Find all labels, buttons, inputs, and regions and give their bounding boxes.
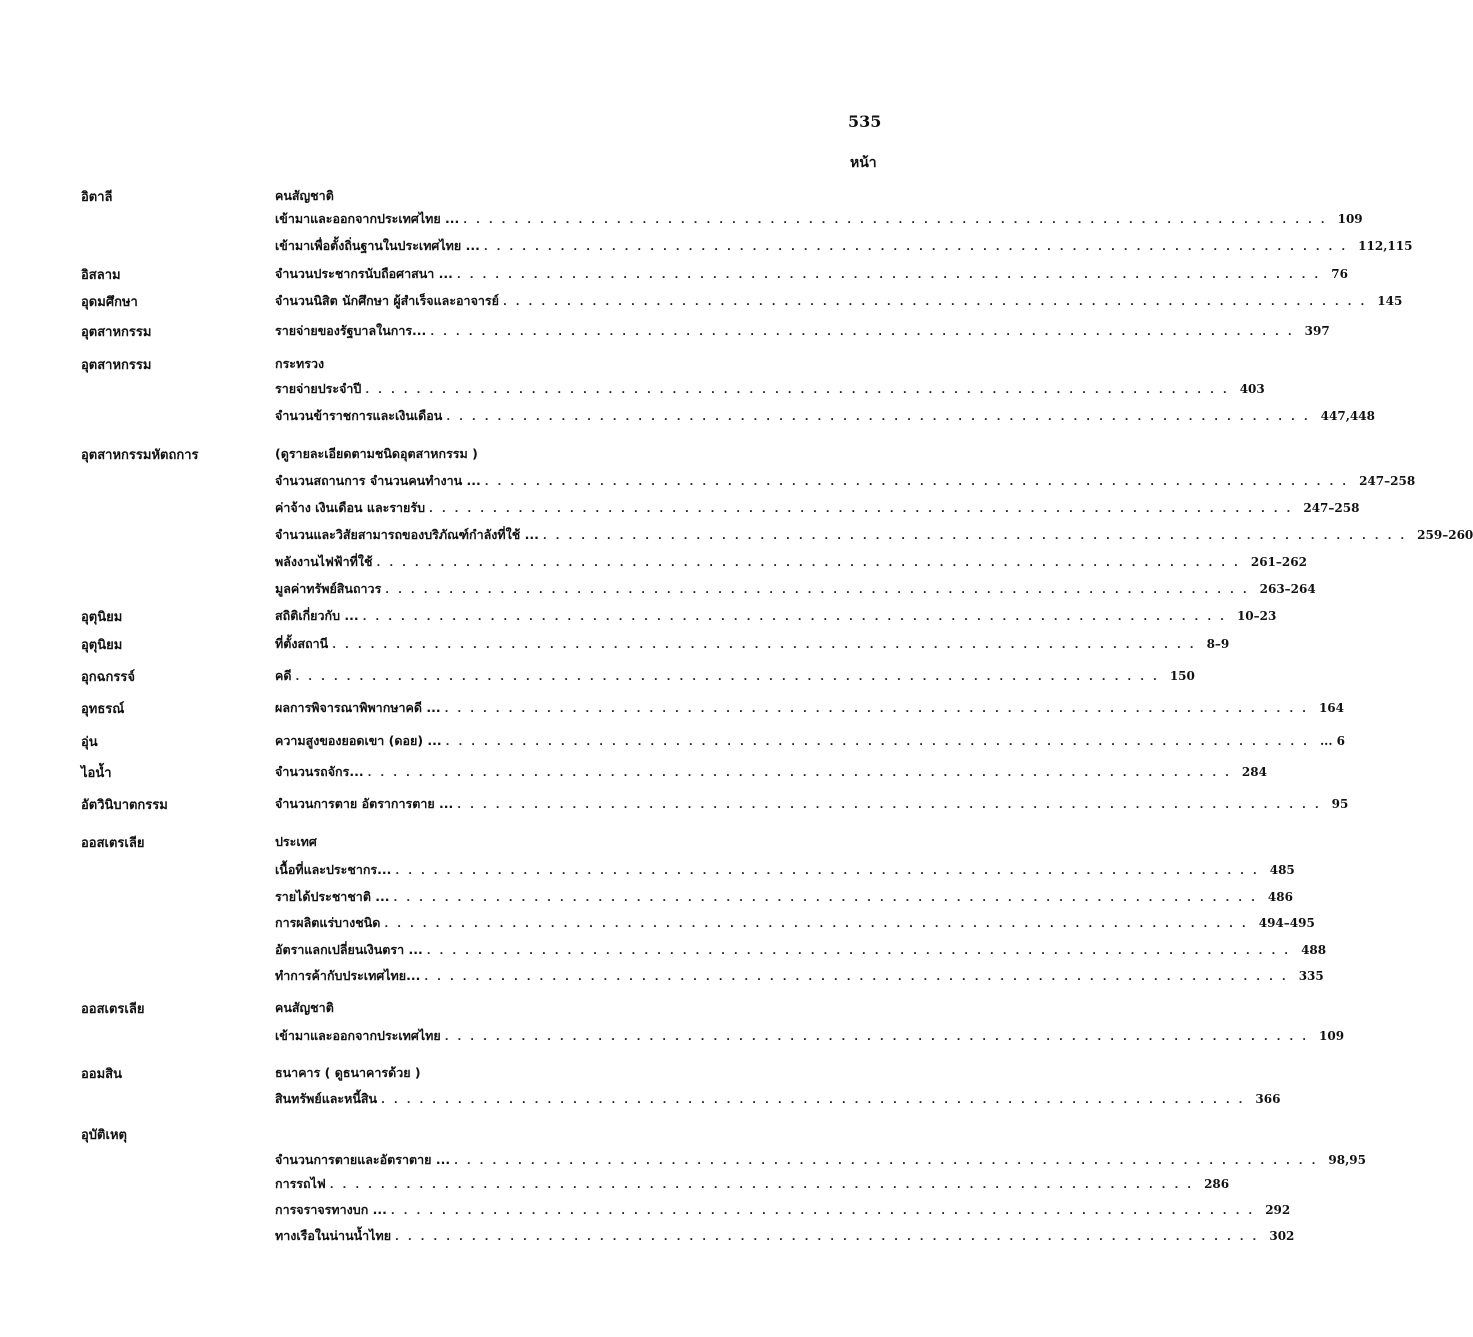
entry-pages: 263–264 bbox=[1259, 582, 1316, 596]
entry-pages: 335 bbox=[1298, 969, 1324, 983]
entry-pages: 10–23 bbox=[1236, 609, 1277, 623]
entry-label: เข้ามาและออกจากประเทศไทย bbox=[275, 1028, 441, 1043]
entry-pages: 397 bbox=[1304, 324, 1330, 338]
entry-pages: 302 bbox=[1269, 1229, 1295, 1243]
index-topic: ไอน้ำ bbox=[81, 766, 112, 781]
index-entry: ที่ตั้งสถานี .................................................................... 8–9 bbox=[275, 634, 881, 654]
index-entry: มูลค่าทรัพย์สินถาวร .................................................................... 263–264 bbox=[275, 579, 881, 599]
entry-label: จำนวนการตาย อัตราการตาย ... bbox=[275, 796, 454, 811]
index-entry: จำนวนการตายและอัตราตาย ... .................................................................... 98,95 bbox=[275, 1150, 881, 1170]
entry-label: คดี bbox=[275, 668, 292, 683]
entry-label: จำนวนและวิสัยสามารถของบริภัณฑ์กำลังที่ใช้ ... bbox=[275, 527, 539, 542]
entry-pages: 164 bbox=[1318, 701, 1344, 715]
index-entry: สินทรัพย์และหนี้สิน .................................................................... 366 bbox=[275, 1089, 881, 1109]
index-topic: อุดมศึกษา bbox=[81, 295, 138, 310]
index-entry: จำนวนการตาย อัตราการตาย ... .................................................................... 95 bbox=[275, 794, 881, 814]
entry-label: คนสัญชาติ bbox=[275, 1000, 334, 1015]
entry-label: เข้ามาเพื่อตั้งถิ่นฐานในประเทศไทย ... bbox=[275, 238, 480, 253]
index-entry bbox=[275, 444, 881, 464]
index-topic: อุกฉกรรจ์ bbox=[81, 670, 135, 685]
entry-label: เข้ามาและออกจากประเทศไทย ... bbox=[275, 211, 460, 226]
entry-label: ผลการพิจารณาพิพากษาคดี ... bbox=[275, 700, 441, 715]
page-column-label: หน้า bbox=[850, 155, 877, 171]
index-entry bbox=[275, 1063, 881, 1083]
index-entry: การจราจรทางบก ... .................................................................... 292 bbox=[275, 1200, 881, 1220]
entry-pages: 261–262 bbox=[1250, 555, 1307, 569]
index-topic: อุตสาหกรรม bbox=[81, 358, 152, 373]
index-entry: รายจ่ายประจำปี .................................................................... 403 bbox=[275, 379, 881, 399]
entry-label: การผลิตแร่บางชนิด bbox=[275, 915, 381, 930]
entry-label: คนสัญชาติ bbox=[275, 188, 334, 203]
entry-label: รายจ่ายของรัฐบาลในการ... bbox=[275, 323, 427, 338]
entry-label: ธนาคาร ( ดูธนาคารด้วย ) bbox=[275, 1065, 421, 1080]
entry-label: จำนวนประชากรนับถือศาสนา ... bbox=[275, 266, 453, 281]
index-entry: ทำการค้ากับประเทศไทย... .................................................................... 335 bbox=[275, 966, 881, 986]
entry-pages: 286 bbox=[1204, 1177, 1230, 1191]
entry-pages: 145 bbox=[1377, 294, 1403, 308]
entry-label: สินทรัพย์และหนี้สิน bbox=[275, 1091, 378, 1106]
entry-label: จำนวนรถจักร... bbox=[275, 764, 364, 779]
entry-pages: 109 bbox=[1319, 1029, 1345, 1043]
index-topic: อุตุนิยม bbox=[81, 610, 123, 625]
index-entry: จำนวนประชากรนับถือศาสนา ... .................................................................... 76 bbox=[275, 264, 881, 284]
index-entry: ความสูงของยอดเขา (ดอย) ... .................................................................... ... 6 bbox=[275, 731, 881, 751]
entry-label: การจราจรทางบก ... bbox=[275, 1202, 387, 1217]
entry-pages: 247–258 bbox=[1359, 474, 1416, 488]
entry-pages: ... 6 bbox=[1319, 734, 1346, 748]
index-entry: การผลิตแร่บางชนิด .................................................................... 494–495 bbox=[275, 913, 881, 933]
entry-label: มูลค่าทรัพย์สินถาวร bbox=[275, 581, 382, 596]
entry-label: จำนวนสถานการ จำนวนคนทำงาน ... bbox=[275, 473, 481, 488]
index-entry: เนื้อที่และประชากร... .................................................................... 485 bbox=[275, 860, 881, 880]
entry-pages: 284 bbox=[1241, 765, 1267, 779]
entry-label: สถิติเกี่ยวกับ ... bbox=[275, 608, 359, 623]
entry-label: กระทรวง bbox=[275, 356, 325, 371]
entry-pages: 494–495 bbox=[1258, 916, 1315, 930]
entry-label: ทำการค้ากับประเทศไทย... bbox=[275, 968, 421, 983]
index-topic: อุตสาหกรรมหัตถการ bbox=[81, 448, 199, 463]
index-topic: อิตาลี bbox=[81, 190, 113, 205]
index-topic: ออสเตรเลีย bbox=[81, 1002, 145, 1017]
index-topic: อุทธรณ์ bbox=[81, 702, 125, 717]
entry-label: จำนวนข้าราชการและเงินเดือน bbox=[275, 408, 443, 423]
index-topic: อุตุนิยม bbox=[81, 638, 123, 653]
entry-pages: 485 bbox=[1269, 863, 1295, 877]
index-entry: จำนวนรถจักร... .................................................................... 284 bbox=[275, 762, 881, 782]
index-entry bbox=[275, 354, 881, 374]
index-entry bbox=[275, 186, 881, 206]
index-topic: อุบัติเหตุ bbox=[81, 1128, 127, 1143]
entry-pages: 247–258 bbox=[1303, 501, 1360, 515]
index-entry: เข้ามาเพื่อตั้งถิ่นฐานในประเทศไทย ... .................................................................... 112,115 bbox=[275, 236, 881, 256]
entry-pages: 486 bbox=[1267, 890, 1293, 904]
entry-pages: 95 bbox=[1331, 797, 1349, 811]
entry-pages: 98,95 bbox=[1328, 1153, 1366, 1167]
index-topic: อุ่น bbox=[81, 735, 98, 750]
index-entry: จำนวนข้าราชการและเงินเดือน .................................................................... 447,448 bbox=[275, 406, 881, 426]
index-topic: ออสเตรเลีย bbox=[81, 836, 145, 851]
index-entry: ทางเรือในน่านน้ำไทย .................................................................... 302 bbox=[275, 1226, 881, 1246]
entry-pages: 109 bbox=[1337, 212, 1363, 226]
index-entry: จำนวนและวิสัยสามารถของบริภัณฑ์กำลังที่ใช้ ... .................................................................... 259–260 bbox=[275, 525, 881, 545]
page-number: 535 bbox=[848, 112, 882, 131]
index-entry: จำนวนสถานการ จำนวนคนทำงาน ... .................................................................... 247–258 bbox=[275, 471, 881, 491]
index-topic: อัตวินิบาตกรรม bbox=[81, 798, 168, 813]
entry-label: รายจ่ายประจำปี bbox=[275, 381, 362, 396]
index-entry: การรถไฟ .................................................................... 286 bbox=[275, 1174, 881, 1194]
entry-label: ทางเรือในน่านน้ำไทย bbox=[275, 1228, 392, 1243]
index-entry: อัตราแลกเปลี่ยนเงินตรา ... .................................................................... 488 bbox=[275, 940, 881, 960]
entry-label: เนื้อที่และประชากร... bbox=[275, 862, 392, 877]
entry-pages: 8–9 bbox=[1206, 637, 1230, 651]
index-entry: จำนวนนิสิต นักศึกษา ผู้สำเร็จและอาจารย์ .................................................................... 145 bbox=[275, 291, 881, 311]
entry-pages: 150 bbox=[1169, 669, 1195, 683]
index-entry: ผลการพิจารณาพิพากษาคดี ... .................................................................... 164 bbox=[275, 698, 881, 718]
index-topic: อิสลาม bbox=[81, 268, 121, 283]
index-entry: เข้ามาและออกจากประเทศไทย ... .................................................................... 109 bbox=[275, 209, 881, 229]
index-entry: คดี .................................................................... 150 bbox=[275, 666, 881, 686]
entry-label: ประเทศ bbox=[275, 834, 317, 849]
index-topic: ออมสิน bbox=[81, 1067, 123, 1082]
entry-label: จำนวนการตายและอัตราตาย ... bbox=[275, 1152, 451, 1167]
entry-pages: 366 bbox=[1255, 1092, 1281, 1106]
entry-label: จำนวนนิสิต นักศึกษา ผู้สำเร็จและอาจารย์ bbox=[275, 293, 499, 308]
entry-label: ค่าจ้าง เงินเดือน และรายรับ bbox=[275, 500, 426, 515]
entry-label: (ดูรายละเอียดตามชนิดอุตสาหกรรม ) bbox=[275, 446, 478, 461]
index-entry: รายจ่ายของรัฐบาลในการ... .................................................................... 397 bbox=[275, 321, 881, 341]
entry-label: รายได้ประชาชาติ ... bbox=[275, 889, 390, 904]
index-entry: พลังงานไฟฟ้าที่ใช้ .................................................................... 261–262 bbox=[275, 552, 881, 572]
entry-pages: 76 bbox=[1331, 267, 1348, 281]
entry-pages: 112,115 bbox=[1358, 239, 1413, 253]
index-entry: ค่าจ้าง เงินเดือน และรายรับ .................................................................... 247–258 bbox=[275, 498, 881, 518]
entry-pages: 447,448 bbox=[1320, 409, 1375, 423]
index-entry: สถิติเกี่ยวกับ ... .................................................................... 10–23 bbox=[275, 606, 881, 626]
index-entry bbox=[275, 832, 881, 852]
index-topic: อุตสาหกรรม bbox=[81, 325, 152, 340]
entry-label: ความสูงของยอดเขา (ดอย) ... bbox=[275, 733, 442, 748]
entry-label: การรถไฟ bbox=[275, 1176, 326, 1191]
index-entry bbox=[275, 998, 881, 1018]
entry-label: ที่ตั้งสถานี bbox=[275, 636, 329, 651]
entry-pages: 292 bbox=[1265, 1203, 1291, 1217]
entry-label: อัตราแลกเปลี่ยนเงินตรา ... bbox=[275, 942, 423, 957]
index-entry: เข้ามาและออกจากประเทศไทย .................................................................... 109 bbox=[275, 1026, 881, 1046]
index-entry: รายได้ประชาชาติ ... .................................................................... 486 bbox=[275, 887, 881, 907]
entry-pages: 259–260 bbox=[1417, 528, 1473, 542]
entry-pages: 488 bbox=[1301, 943, 1327, 957]
entry-pages: 403 bbox=[1239, 382, 1265, 396]
entry-label: พลังงานไฟฟ้าที่ใช้ bbox=[275, 554, 373, 569]
